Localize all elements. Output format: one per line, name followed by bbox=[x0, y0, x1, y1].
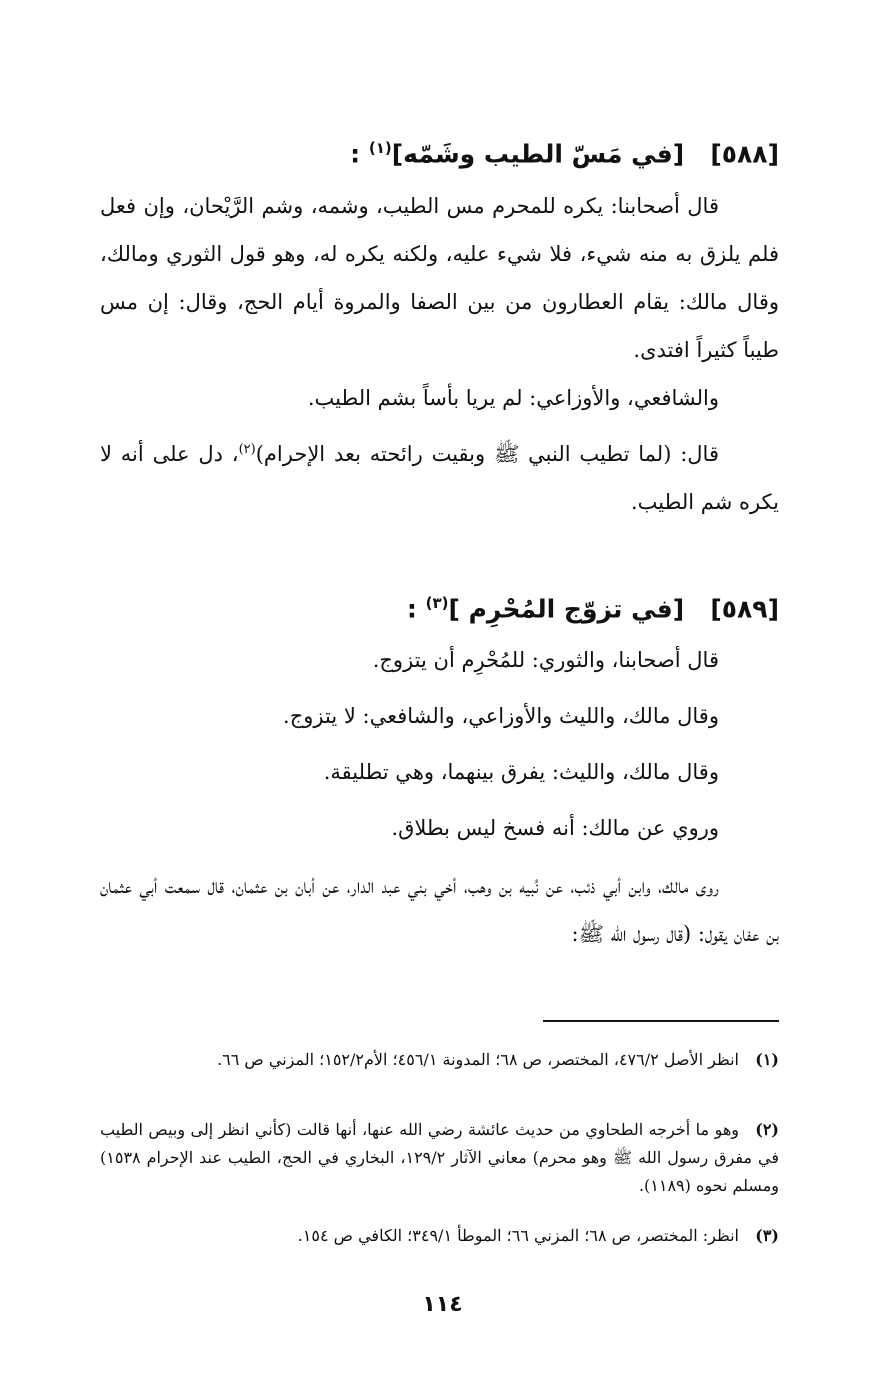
paragraph-with-note bbox=[100, 430, 779, 526]
heading-colon: : bbox=[406, 594, 417, 624]
footnote-1 bbox=[100, 1046, 779, 1074]
section-title: [في تزوّج المُحْرِم ] bbox=[448, 594, 685, 624]
footnote-text: وهو ما أخرجه الطحاوي من حديث عائشة رضي الله عنها، أنها قالت (كأني انظر إلى وبيص الطيب في مفرق رسول الله ﷺ وهو محرم) معاني الآثار ١٢٩/٢، البخاري في الحج، الطيب عند الإحرام ١٥٣٨) ومسلم نحوه (١١٨٩). bbox=[100, 1120, 780, 1195]
paragraph: قال أصحابنا، والثوري: للمُحْرِم أن يتزوج. bbox=[372, 648, 719, 672]
footnote-ref: (٢) bbox=[238, 442, 256, 457]
section-heading-588 bbox=[60, 130, 779, 172]
paragraph: وقال مالك، والليث والأوزاعي، والشافعي: لا يتزوج. bbox=[283, 704, 719, 728]
paragraph: وقال مالك، والليث: يفرق بينهما، وهي تطليقة. bbox=[323, 760, 719, 784]
paragraph: قال أصحابنا: يكره للمحرم مس الطيب، وشمه، وشم الرَّيْحان، وإن فعل فلم يلزق به منه شيء، فلا شيء عليه، ولكنه يكره له، وهو قول الثوري ومالك، وقال مالك: يقام العطارون من بين الصفا والمروة أيام الحج، وقال: إن مس طيباً كثيراً افتدى. bbox=[100, 194, 779, 362]
footnote-ref: (٣) bbox=[425, 594, 449, 612]
footnote-ref: (١) bbox=[368, 139, 392, 157]
footnote-text: انظر الأصل ٤٧٦/٢، المختصر، ص ٦٨؛ المدونة ٤٥٦/١؛ الأم١٥٢/٢؛ المزني ص ٦٦. bbox=[217, 1050, 739, 1069]
heading-colon: : bbox=[350, 139, 361, 169]
footnote-text: انظر: المختصر، ص ٦٨؛ المزني ٦٦؛ الموطأ ٣٤٩/١؛ الكافي ص ١٥٤. bbox=[297, 1226, 739, 1245]
footnote-number: (١) bbox=[755, 1050, 779, 1069]
quote-tail: ، دل على أنه لا يكره شم الطيب. bbox=[100, 442, 779, 514]
footnote-number: (٢) bbox=[755, 1120, 779, 1139]
paragraph: روى مالك، وابن أبي ذئب، عن نُبيه بن وهب، أخي بني عبد الدار، عن أبان بن عثمان، قال سمعت أبي عثمان بن عفان يقول: (قال رسول الله ﷺ: bbox=[100, 874, 779, 946]
paragraph: وروي عن مالك: أنه فسخ ليس بطلاق. bbox=[391, 816, 719, 840]
footnote-2 bbox=[100, 1116, 779, 1200]
footnote-number: (٣) bbox=[755, 1226, 779, 1245]
page-number: ١١٤ bbox=[422, 1292, 463, 1317]
quote-text: قال: (لما تطيب النبي ﷺ وبقيت رائحته بعد الإحرام) bbox=[255, 442, 719, 466]
footnote-3 bbox=[100, 1222, 779, 1250]
section-number: [٥٨٨] bbox=[710, 139, 779, 169]
section-title: [في مَسّ الطيب وشَمّه] bbox=[391, 139, 685, 169]
section-heading-589 bbox=[60, 585, 779, 627]
footnote-divider bbox=[543, 1020, 779, 1022]
paragraph: والشافعي، والأوزاعي: لم يريا بأساً بشم الطيب. bbox=[307, 386, 719, 410]
section-number: [٥٨٩] bbox=[710, 594, 779, 624]
